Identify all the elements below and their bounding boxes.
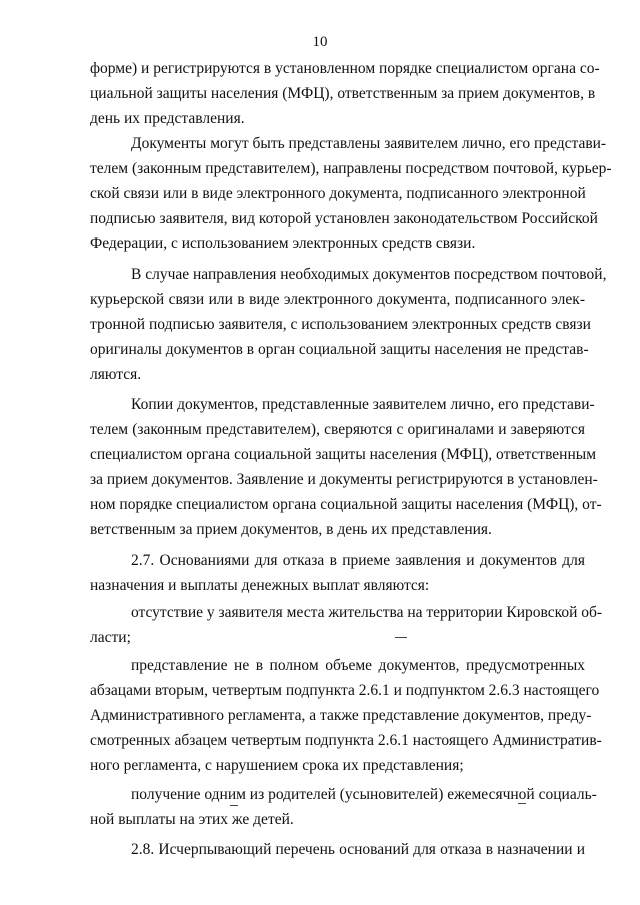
text-line: ласти; — [90, 629, 131, 646]
text-line: отсутствие у заявителя места жительства на территории Кировской об- — [131, 604, 603, 621]
text-line: курьерской связи или в виде электронного документа, подписанного элек- — [90, 291, 585, 308]
text-line: ном порядке специалистом органа социальной защиты населения (МФЦ), от- — [90, 496, 602, 513]
text-line: форме) и регистрируются в установленном порядке специалистом органа со- — [90, 60, 600, 77]
text-line: ляются. — [90, 366, 142, 383]
text-line: телем (законным представителем), направлены посредством почтовой, курьер- — [90, 160, 612, 177]
text-line: 2.7. Основаниями для отказа в приеме заявления и документов для — [131, 552, 585, 569]
text-line: подписью заявителя, вид которой установлен законодательством Российской — [90, 210, 598, 227]
text-line: Документы могут быть представлены заявителем лично, его представи- — [131, 135, 607, 152]
scan-mark — [518, 803, 526, 804]
text-line: день их представления. — [90, 110, 245, 127]
text-line: представление не в полном объеме документов, предусмотренных — [131, 657, 585, 674]
text-line: Федерации, с использованием электронных средств связи. — [90, 235, 476, 252]
text-line: телем (законным представителем), сверяются с оригиналами и заверяются — [90, 421, 585, 438]
scan-mark — [395, 637, 407, 638]
text-line: циальной защиты населения (МФЦ), ответственным за прием документов, в — [90, 85, 596, 102]
page-number: 10 — [312, 34, 328, 50]
text-line: В случае направления необходимых документов посредством почтовой, — [131, 266, 607, 283]
text-line: за прием документов. Заявление и документы регистрируются в установлен- — [90, 471, 598, 488]
text-line: ской связи или в виде электронного документа, подписанного электронной — [90, 185, 586, 202]
text-line: ного регламента, с нарушением срока их представления; — [90, 757, 464, 774]
text-line: назначения и выплаты денежных выплат являются: — [90, 577, 430, 594]
text-line: оригиналы документов в орган социальной защиты населения не представ- — [90, 341, 589, 358]
text-line: Административного регламента, а также представление документов, преду- — [90, 707, 592, 724]
text-line: ной выплаты на этих же детей. — [90, 811, 294, 828]
scan-mark — [230, 805, 238, 806]
text-line: абзацами вторым, четвертым подпункта 2.6.1 и подпунктом 2.6.3 настоящего — [90, 682, 600, 699]
text-line: смотренных абзацем четвертым подпункта 2.6.1 настоящего Административ- — [90, 732, 602, 749]
text-line: 2.8. Исчерпывающий перечень оснований для отказа в назначении и — [131, 841, 585, 858]
text-line: ветственным за прием документов, в день их представления. — [90, 521, 492, 538]
text-line: специалистом органа социальной защиты населения (МФЦ), ответственным — [90, 446, 596, 463]
text-line: получение одним из родителей (усыновителей) ежемесячной социаль- — [131, 786, 597, 803]
text-line: тронной подписью заявителя, с использованием электронных средств связи — [90, 316, 591, 333]
text-line: Копии документов, представленные заявителем лично, его представи- — [131, 396, 595, 413]
